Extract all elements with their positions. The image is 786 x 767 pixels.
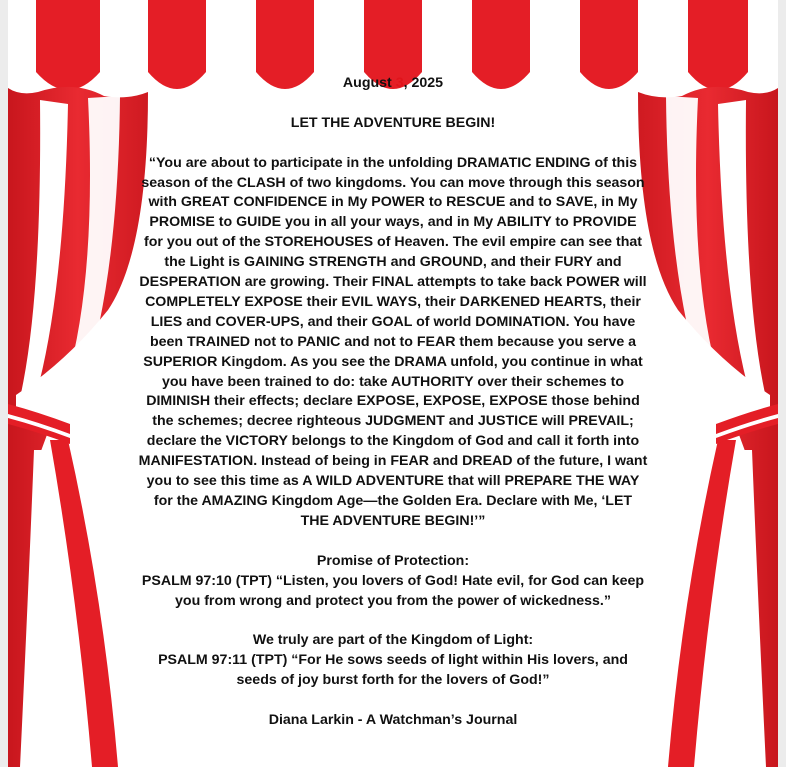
valance-stripe xyxy=(688,0,748,90)
message-body: “You are about to participate in the unfolding DRAMATIC ENDING of this season of the CLASH of two kingdoms. You can move through this season with GREAT CONFIDENCE in My POWER to RESCUE and to SAVE, in My PROMISE to GUIDE you in all your ways, and in My ABILITY to PROVIDE for you out of the STOREHOUSES of Heaven. The evil empire can see that the Light is GAINING STRENGTH and GROUND, and their FURY and DESPERATION are growing. Their FINAL attempts to take back POWER will COMPLETELY EXPOSE their EVIL WAYS, their DARKENED HEARTS, their LIES and COVER-UPS, and their GOAL of world DOMINATION. You have been TRAINED not to PANIC and not to FEAR them because you serve a SUPERIOR Kingdom. As you see the DRAMA unfold, you continue in what you have been trained to do: take AUTHORITY over their schemes to DIMINISH their effects; declare EXPOSE, EXPOSE, EXPOSE those behind the schemes; decree righteous JUDGMENT and JUSTICE will PREVAIL; declare the VICTORY belongs to the Kingdom of God and call it forth into MANIFESTATION. Instead of being in FEAR and DREAD of the future, I want you to see this time as A WILD ADVENTURE that will PREPARE THE WAY for the AMAZING Kingdom Age—the Golden Era. Declare with Me, ‘LET THE ADVENTURE BEGIN!’” xyxy=(138,154,648,529)
date-year: , 2025 xyxy=(403,75,444,91)
light-section xyxy=(138,631,648,691)
date-month: August xyxy=(342,75,396,91)
journal-text xyxy=(138,74,648,731)
light-verse: PSALM 97:11 (TPT) “For He sows seeds of light within His lovers, and seeds of joy burst forth for the lovers of God!” xyxy=(158,652,628,689)
protection-section xyxy=(138,552,648,612)
protection-title: Promise of Protection: xyxy=(316,552,470,569)
valance-stripe xyxy=(36,0,100,90)
right-curtain xyxy=(638,87,778,767)
protection-verse: PSALM 97:10 (TPT) “Listen, you lovers of God! Hate evil, for God can keep you from wrong and protect you from the power of wickedness.” xyxy=(141,572,645,609)
left-curtain xyxy=(8,87,148,767)
date-line xyxy=(138,74,648,94)
light-title: We truly are part of the Kingdom of Light: xyxy=(252,632,534,649)
heading: LET THE ADVENTURE BEGIN! xyxy=(290,114,496,131)
signature: Diana Larkin - A Watchman’s Journal xyxy=(268,711,518,728)
date-day: 3 xyxy=(395,75,404,91)
